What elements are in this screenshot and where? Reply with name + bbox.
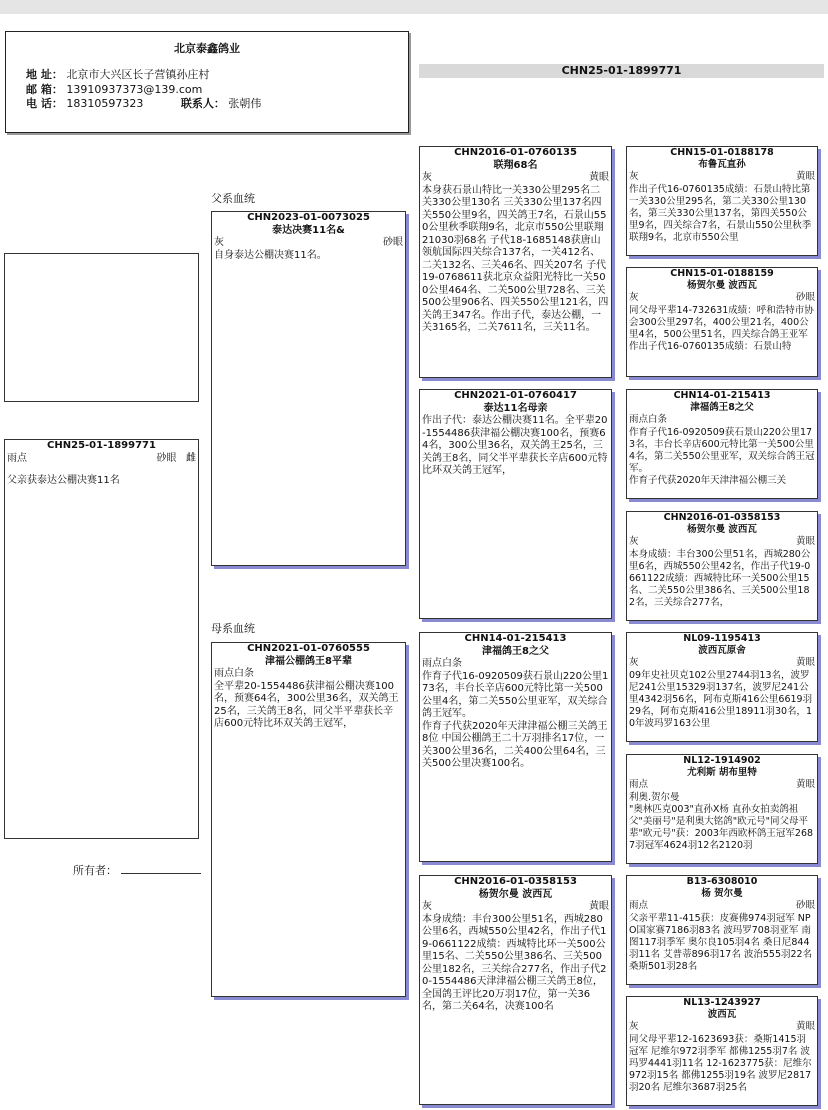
email-label: 邮 箱： [26, 83, 63, 96]
ddd-card [626, 996, 818, 1106]
ddd-ring: NL13-1243927 [683, 997, 761, 1008]
photo-placeholder [4, 253, 199, 402]
sire-eye: 砂眼 [383, 237, 403, 248]
sire-card [211, 211, 406, 566]
dam-dam-attributes [420, 901, 611, 914]
ring-number-bar: CHN25-01-1899771 [419, 64, 824, 78]
dsd-notes: 利奥.贺尔曼 "奥林匹克003"直孙X杨 直孙女拍卖鸽祖父"美丽号"是利奥大铭鸽"欧元号"同父母平辈"欧元号"获：2003年西欧杯鸽王冠军2687羽冠军4624羽12名2120羽 [629, 791, 814, 852]
ddd-color: 灰 [629, 1021, 639, 1033]
ssd-card [626, 267, 818, 377]
dss-eye: 黄眼 [795, 657, 815, 669]
phone-label: 电 话： [26, 97, 63, 110]
sire-attributes [212, 237, 405, 250]
dds-attributes [627, 900, 817, 912]
ssd-notes: 同父母平辈14-732631成绩：呼和浩特市协会300公里297名，400公里21名，400公里4名，500公里51名，四关综合鸽王亚军 作出子代16-0760135成绩：石景山特 [629, 304, 814, 353]
sire-sire-color: 灰 [422, 172, 432, 183]
sire-sire-attributes [420, 172, 611, 185]
address-row [26, 66, 209, 82]
sire-dam-notes: 作出子代：泰达公棚决赛11名。全平辈20-1554486获津福公棚决赛100名，预赛64名，300公里36名，双关鸽王25名，三关鸽王8名，同父半平辈获长辛店600元特比环双关鸽王冠军， [422, 415, 608, 476]
dam-ring: CHN2021-01-0760555 [247, 643, 370, 654]
sss-card [626, 146, 818, 256]
dam-dam-name: 杨贺尔曼 波西瓦 [478, 888, 553, 900]
dsd-ring: NL12-1914902 [683, 755, 761, 766]
sdd-card [626, 511, 818, 621]
sire-dam-name: 泰达11名母亲 [483, 402, 548, 414]
dsd-color: 雨点 [629, 779, 649, 791]
dam-dam-card [419, 875, 612, 1105]
sds-ring: CHN14-01-215413 [673, 390, 771, 401]
dss-notes: 09年史社贝克102公里2744羽13名，波罗尼241公里15329羽137名，波罗尼241公里4342羽56名，阿布克斯416公里6619羽29名，阿布克斯416公里18911羽30名，10年波玛罗163公里 [629, 669, 813, 730]
sds-attributes [627, 414, 817, 426]
ssd-ring: CHN15-01-0188159 [670, 268, 774, 279]
ddd-name: 波西瓦 [707, 1009, 737, 1021]
dam-sire-color: 雨点白条 [422, 658, 462, 669]
dds-color: 雨点 [629, 900, 649, 912]
sdd-ring: CHN2016-01-0358153 [663, 512, 781, 523]
ssd-attributes [627, 292, 817, 304]
dsd-card [626, 754, 818, 864]
email-value: 13910937373@139.com [66, 83, 203, 96]
dam-card [211, 642, 406, 997]
sss-attributes [627, 171, 817, 183]
sds-color: 雨点白条 [629, 414, 668, 426]
sdd-attributes [627, 536, 817, 548]
dam-dam-ring: CHN2016-01-0358153 [454, 876, 577, 887]
owner-field [73, 862, 201, 878]
dds-name: 杨 贺尔曼 [701, 888, 743, 900]
dss-card [626, 632, 818, 742]
sire-sire-eye: 黄眼 [589, 172, 609, 183]
dam-line-label: 母系血统 [211, 622, 255, 635]
address-label: 地 址： [26, 68, 63, 81]
ssd-color: 灰 [629, 292, 639, 304]
sss-ring: CHN15-01-0188178 [670, 147, 774, 158]
dam-name: 津福公棚鸽王8平辈 [265, 655, 352, 667]
breeder-info-box [5, 31, 409, 133]
dds-card [626, 875, 818, 985]
subject-ring: CHN25-01-1899771 [47, 440, 156, 451]
dam-sire-name: 津福鸽王8之父 [482, 645, 549, 657]
ssd-eye: 砂眼 [795, 292, 815, 304]
dds-eye: 砂眼 [795, 900, 815, 912]
sire-color: 灰 [214, 237, 224, 248]
phone-value: 18310597323 [66, 97, 144, 110]
dsd-name: 尤利斯 胡布里特 [687, 767, 757, 779]
ddd-eye: 黄眼 [795, 1021, 815, 1033]
contact-label: 联系人： [180, 97, 225, 110]
subject-color: 雨点 [7, 452, 27, 464]
sire-sire-card [419, 146, 612, 378]
dsd-eye: 黄眼 [795, 779, 815, 791]
dss-color: 灰 [629, 657, 639, 669]
subject-card [4, 439, 199, 839]
dam-sire-notes: 作育子代16-0920509获石景山220公里173名，丰台长辛店600元特比第一关500公里4名，第二关550公里亚军，双关综合鸽王冠军。 作育子代获2020年天津津福公棚三关鸽王8位 中国公棚鸽王二十万羽排名17位，一关300公里36名，二关400公里64名，三关500公里决赛100名。 [422, 670, 609, 769]
sss-eye: 黄眼 [795, 171, 815, 183]
address-value: 北京市大兴区长子营镇孙庄村 [66, 68, 210, 81]
dss-name: 波西瓦原舍 [698, 645, 746, 657]
sire-dam-ring: CHN2021-01-0760417 [454, 390, 577, 401]
dam-attributes [212, 668, 405, 681]
dam-notes: 全平辈20-1554486获津福公棚决赛100名，预赛64名，300公里36名，双关鸽王25名，三关鸽王8名，同父半平辈获长辛店600元特比环双关鸽王冠军， [214, 680, 399, 729]
subject-eye: 砂眼 [156, 452, 177, 464]
dam-sire-attributes [420, 658, 611, 671]
sdd-eye: 黄眼 [795, 536, 815, 548]
sire-dam-card [419, 389, 612, 619]
dam-sire-card [419, 632, 612, 862]
phone-row [26, 95, 261, 111]
dam-dam-eye: 黄眼 [589, 901, 609, 912]
sds-card [626, 389, 818, 499]
dam-dam-color: 灰 [422, 901, 432, 912]
top-bar [0, 0, 828, 14]
subject-attributes [5, 453, 198, 466]
sss-notes: 作出子代16-0760135成绩：石景山特比第一关330公里295名，第二关330公里130名，第三关330公里137名，第四关550公里9名，四关综合7名，石景山550公里秋季联翔9名，北京市550公里 [629, 183, 812, 244]
ssd-name: 杨贺尔曼 波西瓦 [687, 280, 757, 292]
owner-label: 所有者： [73, 864, 117, 877]
dsd-attributes [627, 779, 817, 791]
dds-ring: B13-6308010 [686, 876, 758, 887]
sdd-color: 灰 [629, 536, 639, 548]
dam-dam-notes: 本身成绩：丰台300公里51名，西城280公里6名，西城550公里42名，作出子代19-0661122成绩：西城特比环一关500公里15名、二关550公里386名、三关500公里182名，三关综合277名，作出子代20-1554486天津津福公棚三关鸽王8位，全国鸽王评比20万羽17位，第一关36名，第二关64名，决赛100名 [422, 913, 607, 1012]
dam-color: 雨点白条 [214, 668, 254, 679]
dds-notes: 父亲平辈11-415获：皮赛佛974羽冠军 NPO国家赛7186羽83名 波玛罗708羽亚军 南图117羽季军 奥尔良105羽4名 桑日尼844羽11名 艾普蒂896羽17名 波治555羽22名 桑斯501羽28名 [629, 912, 816, 973]
subject-notes: 父亲获泰达公棚决赛11名 [7, 475, 120, 486]
dss-attributes [627, 657, 817, 669]
sire-ring: CHN2023-01-0073025 [247, 212, 370, 223]
sdd-notes: 本身成绩：丰台300公里51名，西城280公里6名，西城550公里42名，作出子代19-0661122成绩：西城特比环一关500公里15名、二关550公里386名、三关500公里182名，三关综合277名， [629, 548, 811, 609]
sds-name: 津福鸽王8之父 [690, 402, 754, 414]
contact-value: 张朝伟 [228, 97, 262, 110]
sss-name: 布鲁瓦直孙 [698, 159, 746, 171]
sire-name: 泰达决赛11名& [272, 224, 345, 236]
sire-notes: 自身泰达公棚决赛11名。 [214, 249, 327, 261]
sdd-name: 杨贺尔曼 波西瓦 [687, 524, 757, 536]
sire-sire-notes: 本身获石景山特比一关330公里295名二关330公里130名 三关330公里137名四关550公里9名，四关鸽王7名，石景山550公里秋季联翔9名，北京市550公里联翔21030羽68名 子代18-1685148获唐山领航国际四关综合137名，一关412名、二关132名、三关46名、四关207名 子代19-0768611获北京众益阳光特比一关500公里464名、二关500公里728名、三关500公里906名、四关550公里121名，四关鸽王347名。作出子代，泰达公棚，一关3165名，二关7611名，三关11名。 [422, 184, 609, 333]
dam-sire-ring: CHN14-01-215413 [464, 633, 567, 644]
sire-sire-ring: CHN2016-01-0760135 [454, 147, 577, 158]
sds-notes: 作育子代16-0920509获石景山220公里173名，丰台长辛店600元特比第一关500公里4名，第二关550公里亚军，双关综合鸽王冠军。 作育子代获2020年天津津福公棚三关 [629, 426, 815, 487]
sire-sire-name: 联翔68名 [493, 159, 538, 171]
owner-line [121, 873, 201, 874]
sire-line-label: 父系血统 [211, 192, 255, 205]
subject-sex: 雌 [186, 452, 196, 464]
sss-color: 灰 [629, 171, 639, 183]
dss-ring: NL09-1195413 [683, 633, 761, 644]
ddd-attributes [627, 1021, 817, 1033]
breeder-name: 北京泰鑫鸽业 [174, 42, 240, 55]
ddd-notes: 同父母平辈12-1623693获：桑斯1415羽冠军 尼维尔972羽季军 都佛1255羽7名 波玛罗4441羽11名 12-1623775获：尼维尔972羽15名 都佛1255羽19名 波罗尼2817羽20名 尼维尔3687羽25名 [629, 1033, 812, 1094]
